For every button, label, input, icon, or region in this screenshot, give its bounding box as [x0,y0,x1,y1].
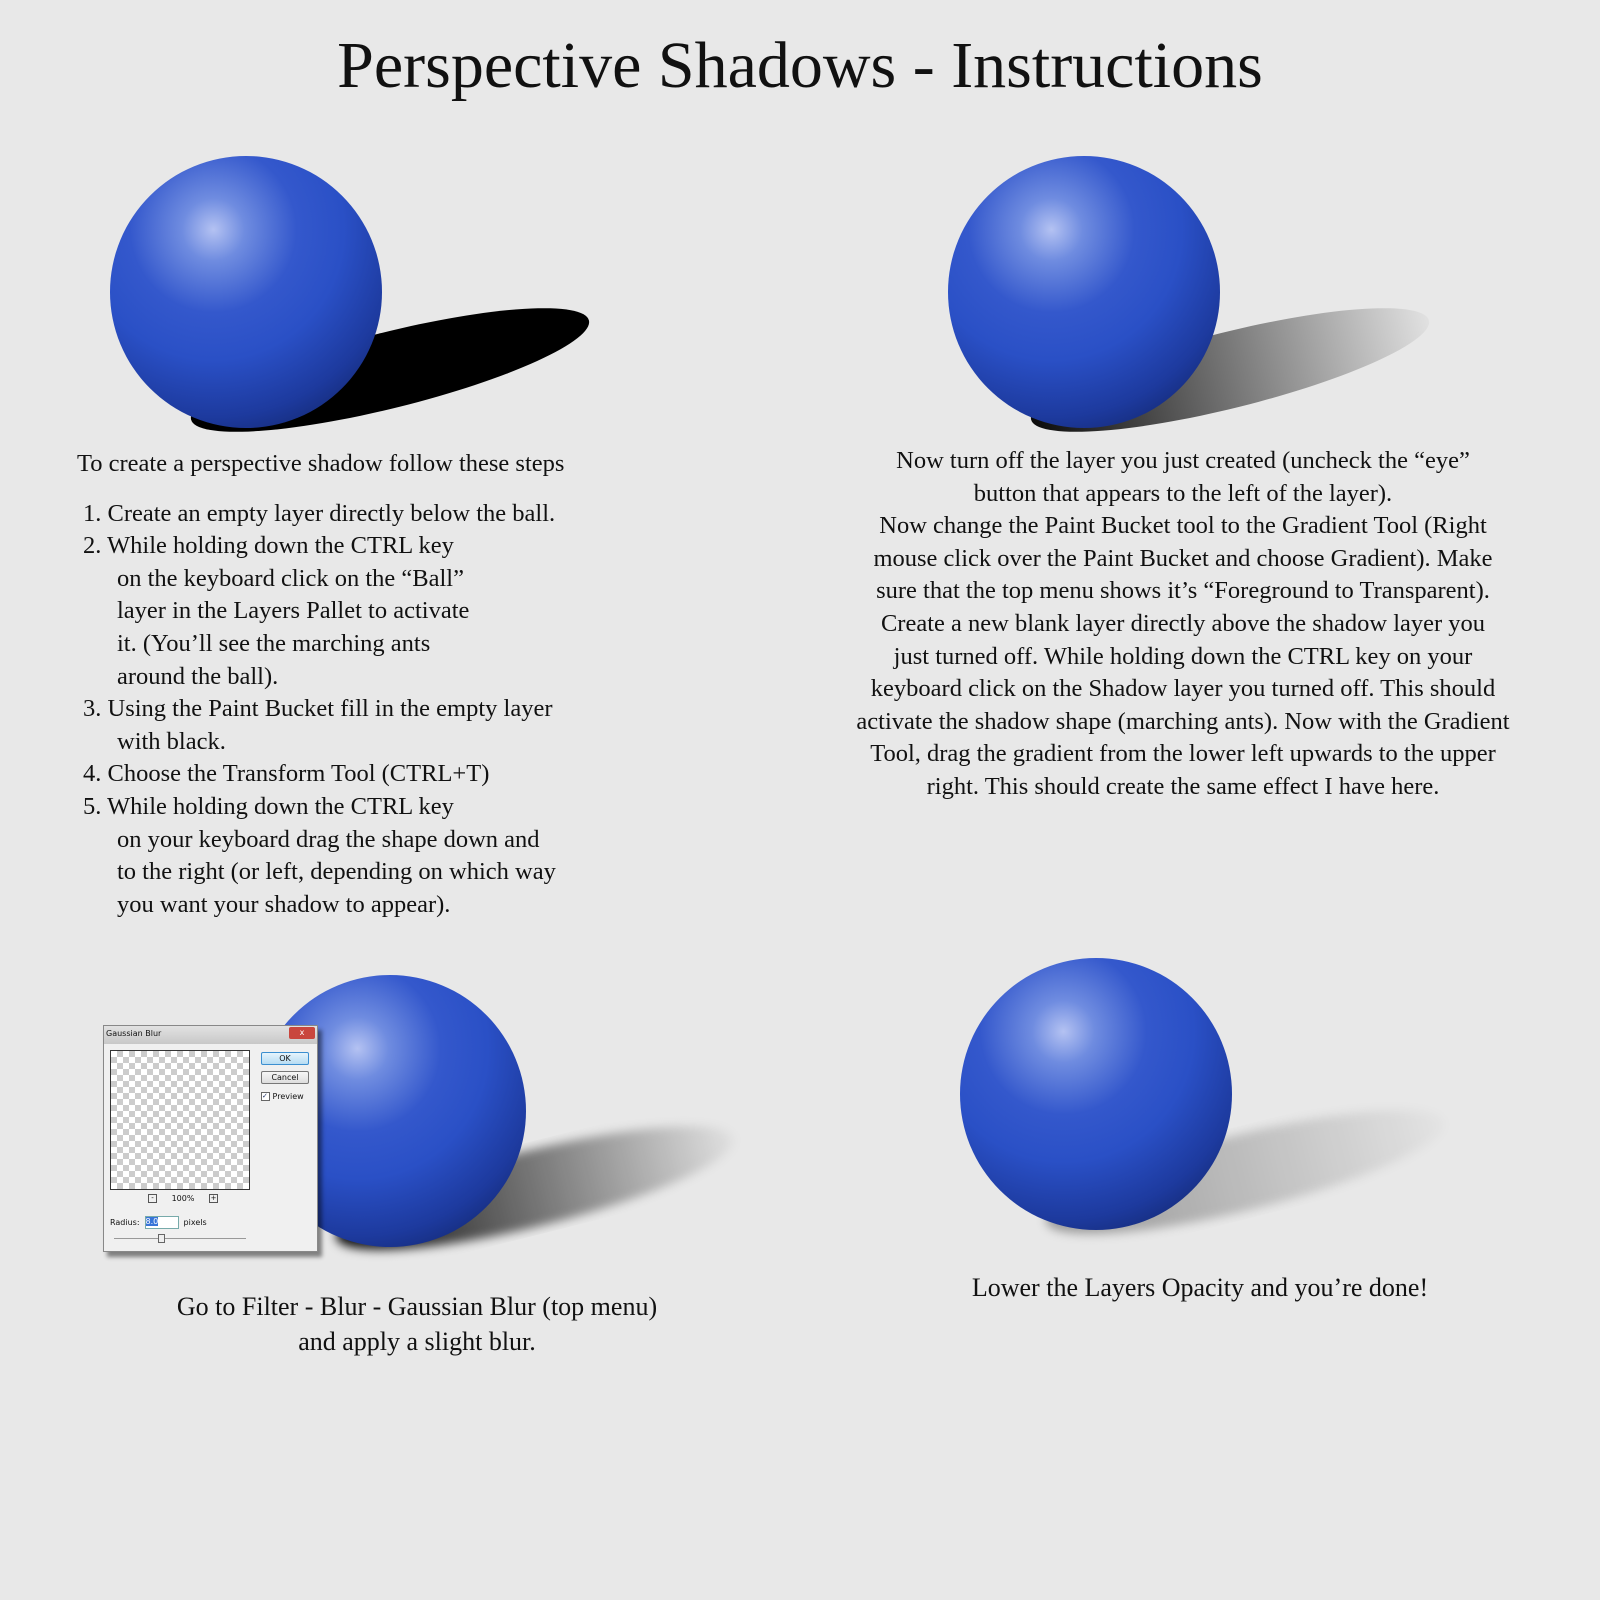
step1-line: you want your shadow to appear). [117,890,451,918]
step1-line: on your keyboard drag the shape down and [117,825,540,853]
zoom-controls [148,1194,218,1203]
page-title: Perspective Shadows - Instructions [337,29,1263,102]
slider-thumb[interactable] [158,1234,165,1243]
step2-line: Tool, drag the gradient from the lower left upwards to the upper [870,740,1496,768]
step2-line: mouse click over the Paint Bucket and choose Gradient). Make [873,544,1493,572]
gaussian-blur-dialog [103,1025,318,1252]
radius-unit: pixels [183,1218,207,1227]
step1-line: 1. Create an empty layer directly below the ball. [83,499,556,527]
dialog-title: Gaussian Blur [104,1026,317,1044]
blur-preview [110,1050,250,1190]
radius-input[interactable] [145,1216,179,1229]
ball-4 [960,958,1232,1230]
zoom-level: 100% [171,1194,195,1203]
ball-2 [948,156,1220,428]
close-icon[interactable]: x [289,1027,315,1039]
ok-button[interactable]: OK [261,1052,309,1065]
step2-line: right. This should create the same effect I have here. [926,772,1440,800]
step1-line: 4. Choose the Transform Tool (CTRL+T) [83,760,490,788]
step3-line: and apply a slight blur. [298,1326,536,1356]
preview-checkbox[interactable] [261,1092,304,1101]
step2-instructions [783,445,1583,804]
radius-slider[interactable] [114,1238,246,1239]
step2-line: button that appears to the left of the layer). [973,479,1393,507]
radius-row [110,1216,207,1229]
step3-caption [117,1290,717,1359]
step2-line: Create a new blank layer directly above the shadow layer you [880,609,1486,637]
step4-caption [900,1271,1500,1304]
radius-value: 8.0 [145,1217,159,1226]
step1-line: 5. While holding down the CTRL key [83,792,454,820]
step1-line: 3. Using the Paint Bucket fill in the empty layer [83,695,553,723]
step3-line: Go to Filter - Blur - Gaussian Blur (top menu) [176,1292,658,1321]
zoom-out-button[interactable]: - [148,1194,157,1203]
step1-line: around the ball). [117,662,279,690]
step2-line: keyboard click on the Shadow layer you turned off. This should [870,675,1496,703]
step1-line: with black. [117,727,226,755]
step1-intro: To create a perspective shadow follow these steps [77,450,565,477]
step2-line: Now change the Paint Bucket tool to the Gradient Tool (Right [879,512,1487,540]
checkmark-icon: ✓ [261,1092,270,1101]
ball-1 [110,156,382,428]
step1-instructions [77,448,564,921]
step1-line: to the right (or left, depending on which way [117,858,556,886]
cancel-button[interactable]: Cancel [261,1071,309,1084]
preview-label: Preview [272,1092,304,1101]
step4-line: Lower the Layers Opacity and you’re done! [971,1273,1429,1302]
step1-line: 2. While holding down the CTRL key [83,532,454,560]
step1-line: on the keyboard click on the “Ball” [117,564,464,592]
zoom-in-button[interactable]: + [210,1194,217,1202]
step2-line: just turned off. While holding down the CTRL key on your [893,642,1473,670]
radius-label: Radius: [110,1218,140,1227]
step1-line: it. (You’ll see the marching ants [117,629,431,657]
step2-line: sure that the top menu shows it’s “Foreground to Transparent). [876,577,1490,605]
step1-line: layer in the Layers Pallet to activate [117,597,470,625]
step2-line: activate the shadow shape (marching ants). Now with the Gradient [856,707,1510,735]
step2-line: Now turn off the layer you just created (uncheck the “eye” [896,447,1470,474]
